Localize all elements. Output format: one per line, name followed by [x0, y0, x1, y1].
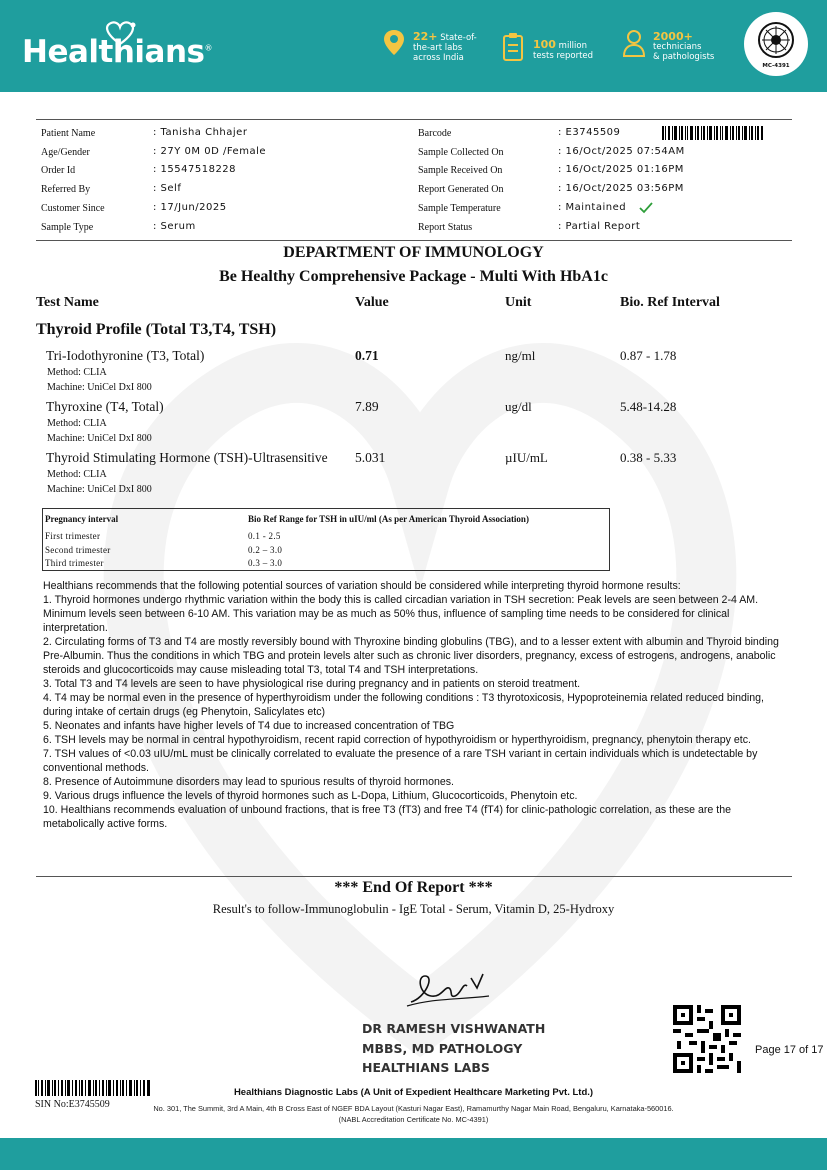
footer-band	[0, 1138, 827, 1170]
test-ref-interval: 0.87 - 1.78	[620, 348, 677, 363]
technician-icon	[621, 28, 647, 58]
patient-name-value: : Tanisha Chhajer	[153, 127, 248, 138]
customer-since-label: Customer Since	[41, 203, 105, 214]
info-top-rule	[36, 119, 792, 120]
stat-technicians: 2000+ technicians & pathologists	[653, 32, 714, 62]
customer-since-value: : 17/Jun/2025	[153, 202, 227, 213]
end-of-report: *** End Of Report ***	[334, 879, 493, 896]
sample-received-label: Sample Received On	[418, 165, 503, 176]
sample-temperature-label: Sample Temperature	[418, 203, 501, 214]
interpretation-notes	[43, 579, 791, 831]
barcode-label: Barcode	[418, 128, 452, 139]
location-icon	[381, 28, 407, 58]
doctor-org: HEALTHIANS LABS	[362, 1060, 490, 1075]
test-value: 5.031	[355, 450, 386, 465]
note-item: 6. TSH levels may be normal in central hypothyroidism, recent rapid correction of hypothyroidism or hyperthyroidism, pregnancy, phenytoin therapy etc.	[43, 734, 751, 746]
test-unit: ng/ml	[505, 348, 536, 363]
note-item: 9. Various drugs influence the levels of thyroid hormones such as L-Dopa, Lithium, Glucocorticoids, Phenytoin etc.	[43, 790, 578, 802]
doctor-signature	[405, 968, 495, 1010]
pregnancy-tsh-table	[42, 508, 610, 571]
header-unit: Unit	[505, 295, 532, 310]
sample-temperature-value: : Maintained	[558, 202, 627, 213]
header-ref-interval: Bio. Ref Interval	[620, 295, 720, 310]
test-name: Thyroid Stimulating Hormone (TSH)-Ultrasensitive	[46, 450, 328, 465]
footer-nabl: (NABL Accreditation Certificate No. MC-4391)	[338, 1115, 489, 1124]
test-name: Tri-Iodothyronine (T3, Total)	[46, 348, 205, 363]
note-item: 4. T4 may be normal even in the presence of hyperthyroidism under the following conditions : T3 thyrotoxicosis, Hypoproteinemia related reduced binding, during intake of certain drugs (eg Phenytoin, Salicylates etc)	[43, 692, 764, 718]
patient-name-label: Patient Name	[41, 128, 96, 139]
info-bottom-rule	[36, 240, 792, 241]
note-intro: Healthians recommends that the following potential sources of variation should be considered while interpreting thyroid hormone results:	[43, 580, 681, 592]
qr-code	[673, 1005, 741, 1073]
header-test-name: Test Name	[36, 295, 99, 310]
trimester-label: Third trimester	[45, 558, 104, 568]
healthians-logo: Healthians®	[22, 34, 212, 70]
checkmark-icon	[638, 201, 654, 215]
test-ref-interval: 5.48-14.28	[620, 399, 677, 414]
order-id-label: Order Id	[41, 165, 76, 176]
trimester-label: Second trimester	[45, 545, 111, 555]
results-to-follow: Result's to follow-Immunoglobulin - IgE Total - Serum, Vitamin D, 25-Hydroxy	[212, 902, 615, 916]
sample-collected-value: : 16/Oct/2025 07:54AM	[558, 146, 685, 157]
note-item: 3. Total T3 and T4 levels are seen to have physiological rise during pregnancy and in patients on steroid treatment.	[43, 678, 581, 690]
note-item: 1. Thyroid hormones undergo rhythmic variation within the body this is called circadian variation in TSH secretion: Peak levels are seen between 2-4 AM. Minimum levels seen between 6-10 AM. This variation may be as much as 50% thus, influence of sampling time needs to be considered for clinical interpretation.	[43, 594, 759, 634]
barcode-value: : E3745509	[558, 127, 621, 138]
stat-tests: 100 million tests reported	[533, 40, 593, 61]
footer-company: Healthians Diagnostic Labs (A Unit of Expedient Healthcare Marketing Pvt. Ltd.)	[233, 1087, 594, 1098]
order-id-value: : 15547518228	[153, 164, 237, 175]
report-generated-label: Report Generated On	[418, 184, 504, 195]
footer-address-block	[0, 1103, 827, 1125]
department-title: DEPARTMENT OF IMMUNOLOGY	[283, 244, 544, 261]
test-unit: µIU/mL	[505, 450, 548, 465]
referred-by-label: Referred By	[41, 184, 91, 195]
note-item: 8. Presence of Autoimmune disorders may lead to spurious results of thyroid hormones.	[43, 776, 455, 788]
report-generated-value: : 16/Oct/2025 03:56PM	[558, 183, 684, 194]
trimester-range: 0.2 – 3.0	[248, 545, 283, 555]
nabl-seal	[744, 12, 808, 76]
footer-address: No. 301, The Summit, 3rd A Main, 4th B Cross East of NGEF BDA Layout (Kasturi Nagar East), Ramamurthy Nagar Main Road, Bengaluru, Karnataka-560016.	[153, 1104, 674, 1113]
sample-received-value: : 16/Oct/2025 01:16PM	[558, 164, 684, 175]
trimester-range: 0.1 - 2.5	[248, 531, 281, 541]
section-title: Thyroid Profile (Total T3,T4, TSH)	[36, 321, 277, 338]
note-item: 10. Healthians recommends evaluation of unbound fractions, that is free T3 (fT3) and free T4 (fT4) for clinic-pathologic correlation, as these are the metabolically active forms.	[43, 804, 731, 830]
pregnancy-interval-header: Pregnancy interval	[45, 514, 119, 524]
sin-number: SIN No:E3745509	[35, 1099, 110, 1110]
package-title: Be Healthy Comprehensive Package - Multi With HbA1c	[219, 268, 608, 285]
barcode-image	[662, 126, 764, 140]
doctor-name: DR RAMESH VISHWANATH	[362, 1021, 546, 1036]
test-unit: ug/dl	[505, 399, 532, 414]
stat-labs: 22+ State-of- the-art labs across India	[413, 32, 477, 63]
test-machine: Machine: UniCel DxI 800	[47, 382, 152, 393]
sample-collected-label: Sample Collected On	[418, 147, 504, 158]
page-number: Page 17 of 17	[755, 1044, 824, 1056]
trimester-range: 0.3 – 3.0	[248, 558, 283, 568]
doctor-degree: MBBS, MD PATHOLOGY	[362, 1041, 523, 1056]
test-method: Method: CLIA	[47, 367, 107, 378]
sample-type-label: Sample Type	[41, 222, 94, 233]
referred-by-value: : Self	[153, 183, 182, 194]
test-value-abnormal: 0.71	[355, 348, 379, 363]
report-status-label: Report Status	[418, 222, 473, 233]
test-value: 7.89	[355, 399, 379, 414]
tsh-range-header: Bio Ref Range for TSH in uIU/ml (As per American Thyroid Association)	[248, 514, 529, 524]
end-rule	[36, 876, 792, 877]
test-name: Thyroxine (T4, Total)	[46, 399, 164, 414]
report-status-value: : Partial Report	[558, 221, 641, 232]
sample-type-value: : Serum	[153, 221, 196, 232]
test-method: Method: CLIA	[47, 418, 107, 429]
note-item: 7. TSH values of <0.03 uIU/mL must be clinically correlated to evaluate the presence of a rare TSH variant in certain individuals which is undetectable by conventional methods.	[43, 748, 758, 774]
trimester-label: First trimester	[45, 531, 101, 541]
heart-logo-icon	[100, 20, 140, 46]
report-header	[0, 0, 827, 92]
test-ref-interval: 0.38 - 5.33	[620, 450, 677, 465]
age-gender-value: : 27Y 0M 0D /Female	[153, 146, 266, 157]
clipboard-icon	[501, 32, 525, 62]
nabl-code: MC-4391	[762, 63, 790, 69]
test-machine: Machine: UniCel DxI 800	[47, 484, 152, 495]
note-item: 5. Neonates and infants have higher levels of T4 due to increased concentration of TBG	[43, 720, 455, 732]
test-method: Method: CLIA	[47, 469, 107, 480]
age-gender-label: Age/Gender	[41, 147, 90, 158]
note-item: 2. Circulating forms of T3 and T4 are mostly reversibly bound with Thyroxine binding globulins (TBG), and to a lesser extent with albumin and Thyroid binding Pre-Albumin. Thus the conditions in which TBG and protein levels alter such as chronic liver disorders, pregnancy, excess of estrogens, androgens, anabolic steroids and glucocorticoids may cause misleading total T3, total T4 and TSH interpretations.	[43, 636, 779, 676]
header-value: Value	[355, 295, 389, 310]
test-machine: Machine: UniCel DxI 800	[47, 433, 152, 444]
